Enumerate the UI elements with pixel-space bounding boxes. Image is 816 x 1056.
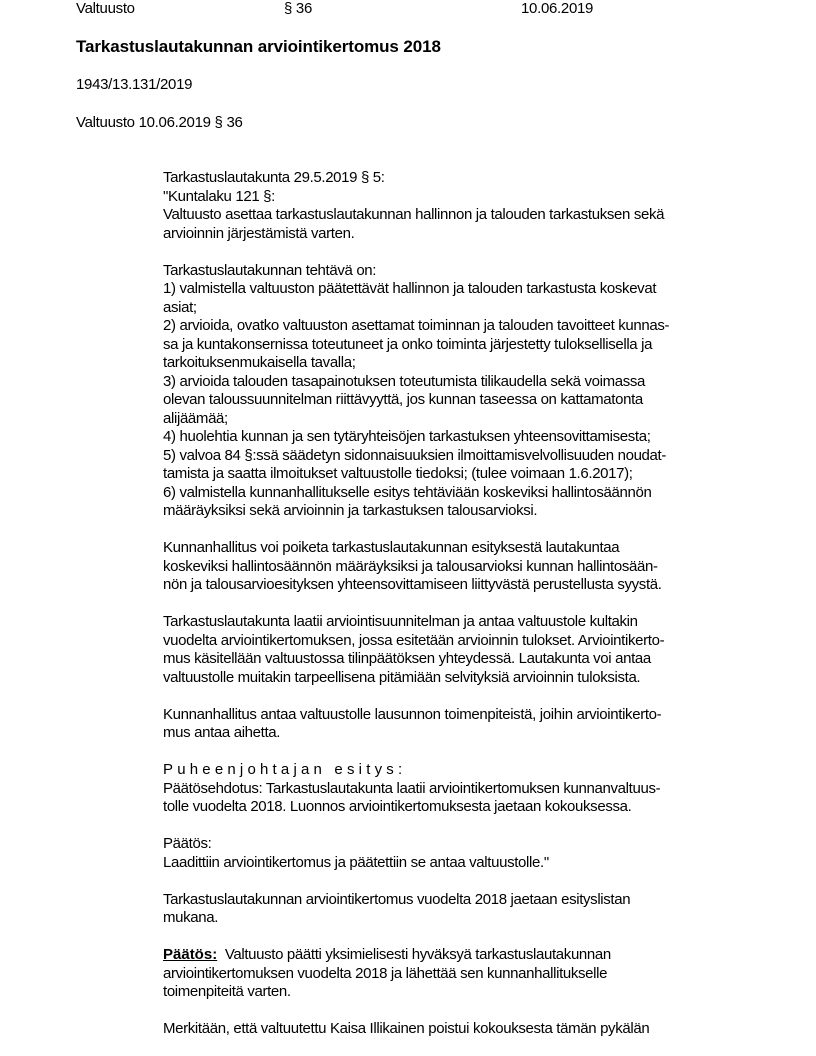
body-line: Tarkastuslautakunta 29.5.2019 § 5: (163, 169, 385, 186)
body-line (163, 687, 669, 706)
body-line (163, 243, 669, 262)
meeting-reference: Valtuusto 10.06.2019 § 36 (76, 114, 243, 131)
body-line (163, 1002, 669, 1021)
body-line: 1) valmistella valtuuston päätettävät hallinnon ja talouden tarkastusta koskevat (163, 280, 657, 297)
header-date: 10.06.2019 (521, 0, 594, 17)
body-line: 4) huolehtia kunnan ja sen tytäryhteisöjen tarkastuksen yhteensovittamisesta; (163, 428, 651, 445)
body-line: tamista ja saatta ilmoitukset valtuustolle tiedoksi; (tulee voimaan 1.6.2017); (163, 465, 633, 482)
body-line: Päätösehdotus: Tarkastuslautakunta laatii arviointikertomuksen kunnanvaltuus- (163, 779, 661, 797)
body-line: koskeviksi hallintosäännön määräyksiksi ja talousarvioksi kunnan hallintosään- (163, 557, 658, 575)
document-body (163, 169, 669, 1039)
body-line: Laadittiin arviointikertomus ja päätettiin se antaa valtuustolle." (163, 853, 549, 871)
body-line: arvioinnin järjestämistä varten. (163, 224, 355, 242)
body-line (163, 595, 669, 614)
body-line: 3) arvioida talouden tasapainotuksen toteutumista tilikaudella sekä voimassa (163, 372, 646, 390)
body-line: Merkitään, että valtuutettu Kaisa Illikainen poistui kokouksesta tämän pykälän (163, 1020, 650, 1037)
body-line: Puheenjohtajan esitys: (163, 761, 407, 778)
document-title: Tarkastuslautakunnan arviointikertomus 2018 (76, 37, 441, 56)
decision-label: Päätös: (163, 946, 218, 963)
body-line: tarkoituksenmukaisella tavalla; (163, 354, 356, 371)
body-line (163, 928, 669, 947)
body-line: mus antaa aihetta. (163, 724, 281, 741)
body-line: "Kuntalaku 121 §: (163, 187, 275, 205)
body-line: alijäämää; (163, 409, 228, 427)
decision-line (163, 946, 669, 965)
body-line: Valtuusto asettaa tarkastuslautakunnan hallinnon ja talouden tarkastuksen sekä (163, 206, 665, 223)
body-line (163, 817, 669, 836)
body-line: Tarkastuslautakunnan arviointikertomus vuodelta 2018 jaetaan esityslistan (163, 890, 631, 908)
body-line: Kunnanhallitus voi poiketa tarkastuslautakunnan esityksestä lautakuntaa (163, 539, 620, 556)
body-line: asiat; (163, 298, 197, 316)
body-line: sa ja kuntakonsernissa toteutuneet ja onko toiminta järjestetty tuloksellisella ja (163, 335, 653, 353)
body-line: Tarkastuslautakunta laatii arviointisuunnitelman ja antaa valtuustole kultakin (163, 613, 638, 630)
body-line: tolle vuodelta 2018. Luonnos arviointikertomuksesta jaetaan kokouksessa. (163, 798, 632, 815)
body-line: määräyksiksi sekä arvioinnin ja tarkastuksen talousarvioksi. (163, 502, 538, 519)
body-line: 2) arvioida, ovatko valtuuston asettamat toiminnan ja talouden tavoitteet kunnas- (163, 317, 670, 334)
body-line: mukana. (163, 909, 219, 926)
body-line: olevan taloussuunnitelman riittävyyttä, jos kunnan taseessa on kattamatonta (163, 391, 643, 408)
decision-text: Valtuusto päätti yksimielisesti hyväksyä tarkastuslautakunnan (224, 946, 611, 963)
body-line: nön ja talousarvioesityksen yhteensovittamiseen liittyvästä perustellusta syystä. (163, 576, 662, 593)
body-line: Päätös: (163, 835, 212, 852)
header-section: § 36 (284, 0, 312, 17)
body-line: valtuustolle muitakin tarpeellisena pitämiään selvityksiä arvioinnin tuloksista. (163, 668, 641, 686)
body-line (163, 521, 669, 540)
body-line: Kunnanhallitus antaa valtuustolle lausunnon toimenpiteistä, joihin arviointikerto- (163, 705, 662, 723)
body-line: arviointikertomuksen vuodelta 2018 ja lähettää sen kunnanhallitukselle (163, 964, 608, 982)
body-line: 5) valvoa 84 §:ssä säädetyn sidonnaisuuksien ilmoittamisvelvollisuuden noudat- (163, 446, 667, 464)
body-line: mus käsitellään valtuustossa tilinpäätöksen yhteydessä. Lautakunta voi antaa (163, 650, 651, 667)
body-line: Tarkastuslautakunnan tehtävä on: (163, 261, 377, 279)
body-line: toimenpiteitä varten. (163, 983, 291, 1000)
body-line (163, 872, 669, 891)
header-body: Valtuusto (76, 0, 135, 17)
body-line: vuodelta arviointikertomuksen, jossa esitetään arvioinnin tulokset. Arviointikerto- (163, 631, 665, 649)
reference-number: 1943/13.131/2019 (76, 76, 193, 93)
body-line (163, 743, 669, 762)
body-line: 6) valmistella kunnanhallitukselle esitys tehtäviään koskeviksi hallintosäännön (163, 483, 652, 501)
